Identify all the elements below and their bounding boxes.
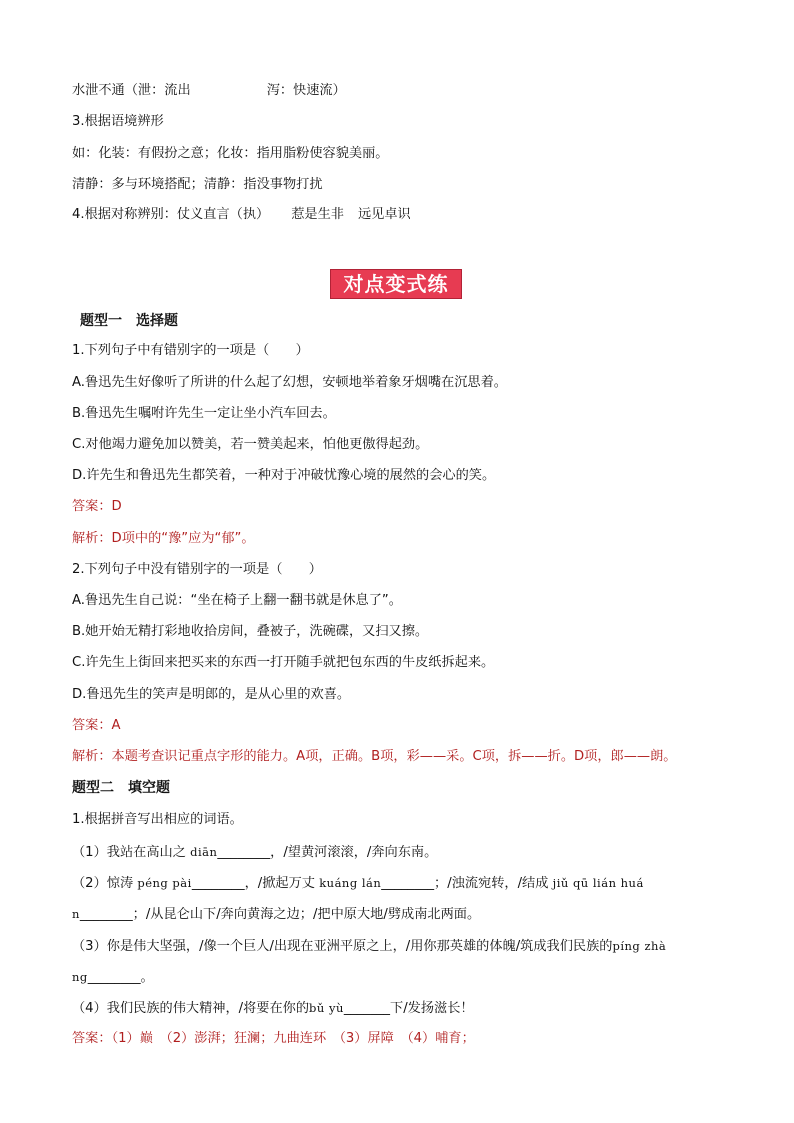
option-a: A.鲁迅先生好像听了所讲的什么起了幻想，安顿地举着象牙烟嘴在沉思着。 (72, 375, 507, 390)
pinyin: diān (190, 845, 218, 859)
option-c: C.许先生上街回来把买来的东西一打开随手就把包东西的牛皮纸拆起来。 (72, 655, 495, 670)
answer: 答案：（1）巅 （2）澎湃；狂澜；九曲连环 （3）屏障 （4）哺育； (72, 1031, 475, 1046)
section-title: 题型一 选择题 (80, 313, 178, 329)
fill-item-2 (72, 874, 644, 893)
line-part: 惹是生非 (291, 207, 344, 222)
pinyin: píng zhà (612, 939, 667, 953)
pinyin: jiǔ qū lián huá (552, 876, 644, 890)
line-part: 泻：快速流） (266, 83, 346, 98)
pinyin: bǔ yù (309, 1001, 344, 1015)
line-part: 水泄不通（泄：流出 (72, 83, 191, 98)
text-line (72, 82, 346, 100)
line-part: （2）惊涛 (72, 876, 134, 891)
line-part: ________，/望黄河滚滚，/奔向东南。 (217, 845, 438, 860)
answer: 答案：A (72, 718, 121, 733)
text-line (72, 206, 411, 224)
line-part: （1）我站在高山之 (72, 845, 186, 860)
text-line: 清静：多与环境搭配；清静：指没事物打扰 (72, 177, 323, 192)
line-part: 远见卓识 (357, 207, 411, 222)
line-part: （4）我们民族的伟大精神，/将要在你的 (72, 1001, 310, 1016)
line-part: _______下/发扬滋长！ (343, 1001, 474, 1016)
line-part: ________；/从昆仑山下/奔向黄海之边；/把中原大地/劈成南北两面。 (79, 907, 481, 922)
section-banner: 对点变式练 (330, 269, 462, 299)
fill-item-3 (72, 937, 666, 956)
line-part: ________。 (87, 970, 154, 985)
pinyin: n (72, 907, 80, 921)
question-stem: 1.根据拼音写出相应的词语。 (72, 812, 243, 827)
analysis: 解析：本题考查识记重点字形的能力。A项，正确。B项，彩——采。C项，拆——折。D项，郎——朗。 (72, 749, 677, 764)
pinyin: péng pài (137, 876, 192, 890)
fill-item-4 (72, 999, 474, 1018)
line-part: 4.根据对称辨别：仗义直言（执） (72, 207, 270, 222)
fill-item-1 (72, 843, 437, 862)
line-part: （3）你是伟大坚强，/像一个巨人/出现在亚洲平原之上，/用你那英雄的体魄/筑成我们民族的 (72, 939, 613, 954)
answer: 答案：D (72, 499, 122, 514)
fill-item-2-cont (72, 905, 480, 924)
option-c: C.对他竭力避免加以赞美，若一赞美起来，怕他更傲得起劲。 (72, 437, 429, 452)
question-stem: 1.下列句子中有错别字的一项是（ ） (72, 343, 309, 358)
text-line: 如：化装：有假扮之意；化妆：指用脂粉使容貌美丽。 (72, 146, 389, 161)
fill-item-3-cont (72, 968, 154, 987)
pinyin: kuáng lán (319, 876, 382, 890)
option-b: B.鲁迅先生嘱咐许先生一定让坐小汽车回去。 (72, 406, 336, 421)
analysis: 解析：D项中的“豫”应为“郁”。 (72, 531, 255, 546)
text-line: 3.根据语境辨形 (72, 114, 164, 129)
option-b: B.她开始无精打彩地收拾房间，叠被子，洗碗碟，又扫又擦。 (72, 624, 429, 639)
option-d: D.鲁迅先生的笑声是明郎的，是从心里的欢喜。 (72, 687, 351, 702)
line-part: ________，/掀起万丈 (191, 876, 315, 891)
option-d: D.许先生和鲁迅先生都笑着，一种对于冲破忧豫心境的展然的会心的笑。 (72, 468, 496, 483)
option-a: A.鲁迅先生自己说：“坐在椅子上翻一翻书就是休息了”。 (72, 593, 402, 608)
pinyin: ng (72, 970, 88, 984)
section-title: 题型二 填空题 (72, 780, 170, 796)
question-stem: 2.下列句子中没有错别字的一项是（ ） (72, 562, 322, 577)
line-part: ________；/浊流宛转，/结成 (381, 876, 549, 891)
